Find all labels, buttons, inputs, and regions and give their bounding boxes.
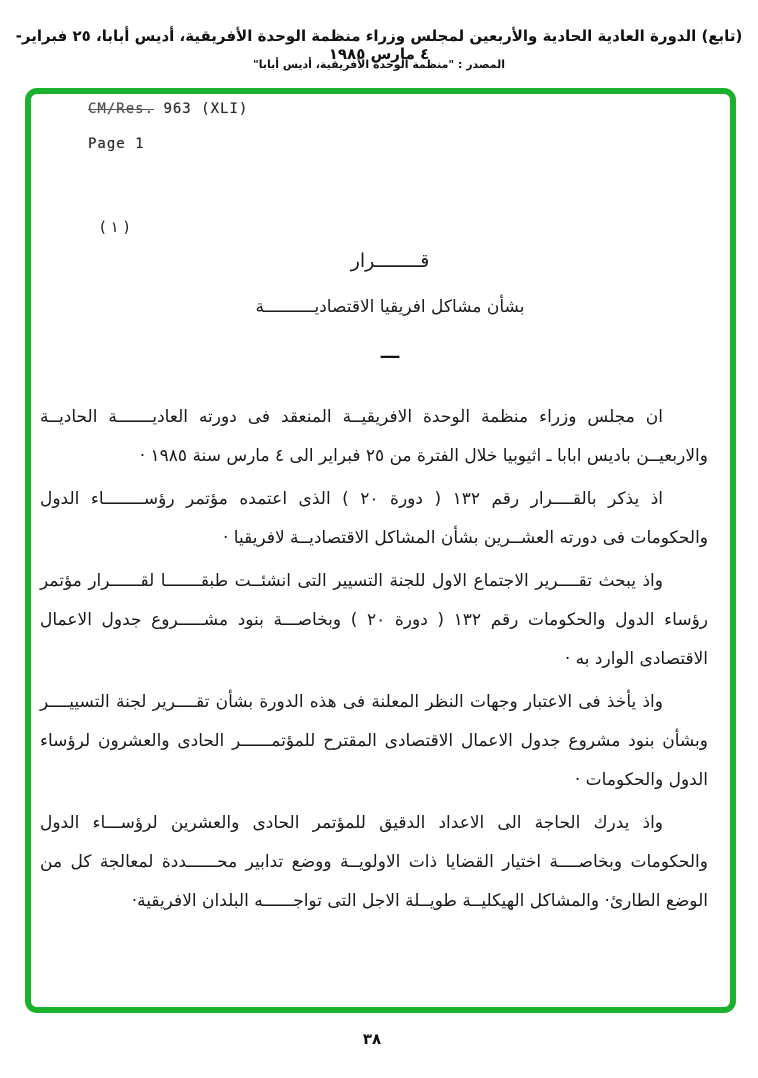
document-reference-number: 963 (XLI) xyxy=(154,101,249,117)
page-label: Page 1 xyxy=(88,136,145,152)
resolution-body xyxy=(40,398,708,925)
paragraph-aware-of-need-for-preparation: واذ يدرك الحاجة الى الاعداد الدقيق للمؤتمر الحادى والعشرين لرؤســـاء الدول والحكومات وبخاصــــة اختيار القضايا ذات الاولويــة ووضع تدابير محــــــددة لمعالجة كل من الوضع الطارئ· والمشاكل الهيكليــة طويــلة الاجل التى تواجــــــه البلدان الافريقية· xyxy=(40,813,708,911)
document-reference xyxy=(88,101,248,117)
page-number: ٣٨ xyxy=(362,1030,382,1048)
title-divider: ـــ xyxy=(380,342,400,363)
item-number: ( ١ ) xyxy=(100,218,130,236)
paragraph-considering-steering-committee-report: واذ يبحث تقــــرير الاجتماع الاول للجنة التسيير التى انشئــت طبقـــــــا لقــــــرار مؤتمر رؤساء الدول والحكومات رقم ١٣٢ ( دورة ٢٠ ) وبخاصـــة بنود مشـــــروع جدول الاعمال الاقتصادى الوارد به · xyxy=(40,571,708,669)
document-reference-code: CM/Res. xyxy=(88,101,155,117)
paragraph-taking-into-account-views: واذ يأخذ فى الاعتبار وجهات النظر المعلنة فى هذه الدورة بشأن تقــــرير لجنة التسييــــر وبشأن بنود مشروع جدول الاعمال الاقتصادى المقترح للمؤتمــــــر الحادى والعشرون لرؤساء الدول والحكومات · xyxy=(40,692,708,790)
source-header-line: المصدر : "منظمة الوحدة الأفريقية، أديس أبابا" xyxy=(252,58,506,71)
paragraph-preamble-session: ان مجلس وزراء منظمة الوحدة الافريقيــة المنعقد فى دورته العاديـــــــة الحاديــة والاربعيــن باديس ابابا ـ اثيوبيا خلال الفترة من ٢٥ فبراير الى ٤ مارس سنة ١٩٨٥ · xyxy=(40,407,708,466)
resolution-title: قــــــــرار xyxy=(350,250,430,272)
paragraph-recalling-resolution-132: اذ يذكر بالقــــرار رقم ١٣٢ ( دورة ٢٠ ) الذى اعتمده مؤتمر رؤســــــــاء الدول والحكومات فى دورته العشــرين بشأن المشاكل الاقتصاديــة لافريقيا · xyxy=(40,489,708,548)
resolution-subtitle: بشأن مشاكل افريقيا الاقتصاديــــــــــة xyxy=(255,297,525,317)
session-header-line: (تابع) الدورة العادية الحادية والأربعين لمجلس وزراء منظمة الوحدة الأفريقية، أديس أبابا، ٢٥ فبراير- ٤ مارس ١٩٨٥ xyxy=(15,27,743,63)
